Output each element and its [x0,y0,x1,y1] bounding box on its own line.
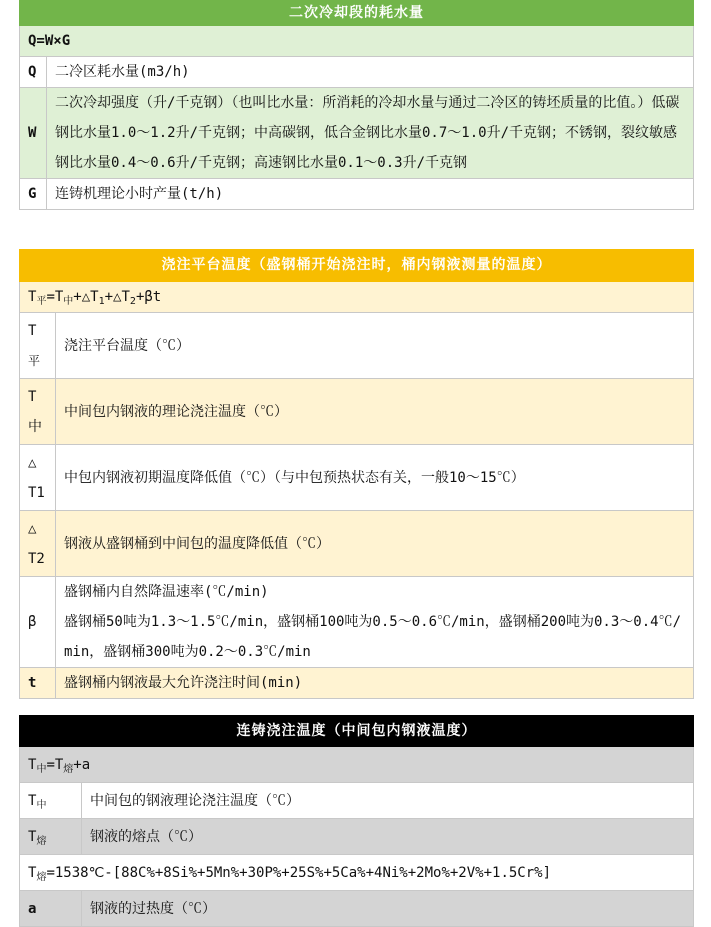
table2-label-t: t [20,668,56,699]
table2-label-dt1: △ T1 [20,445,56,511]
table1-formula: Q=W×G [20,26,694,57]
table3-title: 连铸浇注温度（中间包内钢液温度） [20,716,694,747]
table2-label-dt2: △ T2 [20,511,56,577]
casting-temperature-table [19,715,694,927]
table1-title: 二次冷却段的耗水量 [20,1,694,26]
table2-desc-beta: 盛钢桶内自然降温速率(℃/min) 盛钢桶50吨为1.3～1.5℃/min，盛钢桶100吨为0.5～0.6℃/min，盛钢桶200吨为0.3～0.4℃/min，盛钢桶300吨为0.2～0.3℃/min [56,577,694,668]
table2-label-tping: T 平 [20,313,56,379]
table3-melt-formula: $T_熔=1538℃-[88C\%+8Si\%+5Mn\%+30P\%+25S\%+5Ca\%+4Ni\%+2Mo\%+2V\%+1.5Cr\%]$ [20,855,694,891]
table3-desc-tzhong: 中间包的钢液理论浇注温度（℃） [82,783,694,819]
table2-desc-dt2: 钢液从盛钢桶到中间包的温度降低值（℃） [56,511,694,577]
table3-formula: $T_中=T_熔+a$ [20,747,694,783]
water-consumption-table [19,0,694,210]
table2-desc-tping: 浇注平台温度（℃） [56,313,694,379]
table3-label-trong: $T_熔$ [20,819,82,855]
table2-formula: $T_平=T_中+\triangle T_1+\triangle T_2+\beta t$ [20,282,694,313]
table2-label-beta: β [20,577,56,668]
platform-temperature-table [19,249,694,699]
table3-label-tzhong: $T_中$ [20,783,82,819]
table3-label-a: a [20,891,82,927]
table1-label-g: G [20,179,47,210]
table2-desc-t: 盛钢桶内钢液最大允许浇注时间(min) [56,668,694,699]
table2-desc-tzhong: 中间包内钢液的理论浇注温度（℃） [56,379,694,445]
table1-desc-g: 连铸机理论小时产量(t/h) [47,179,694,210]
table1-desc-q: 二冷区耗水量(m3/h) [47,57,694,88]
table1-label-w: W [20,88,47,179]
table2-label-tzhong: T 中 [20,379,56,445]
table1-label-q: Q [20,57,47,88]
table3-desc-trong: 钢液的熔点（℃） [82,819,694,855]
table2-desc-dt1: 中包内钢液初期温度降低值（℃）（与中包预热状态有关，一般10～15℃） [56,445,694,511]
table3-desc-a: 钢液的过热度（℃） [82,891,694,927]
table2-title: 浇注平台温度（盛钢桶开始浇注时，桶内钢液测量的温度） [20,250,694,282]
table1-desc-w: 二次冷却强度（升/千克钢）（也叫比水量：所消耗的冷却水量与通过二冷区的铸坯质量的比值。）低碳钢比水量1.0～1.2升/千克钢；中高碳钢，低合金钢比水量0.7～1.0升/千克钢；不锈钢，裂纹敏感钢比水量0.4～0.6升/千克钢；高速钢比水量0.1～0.3升/千克钢 [47,88,694,179]
